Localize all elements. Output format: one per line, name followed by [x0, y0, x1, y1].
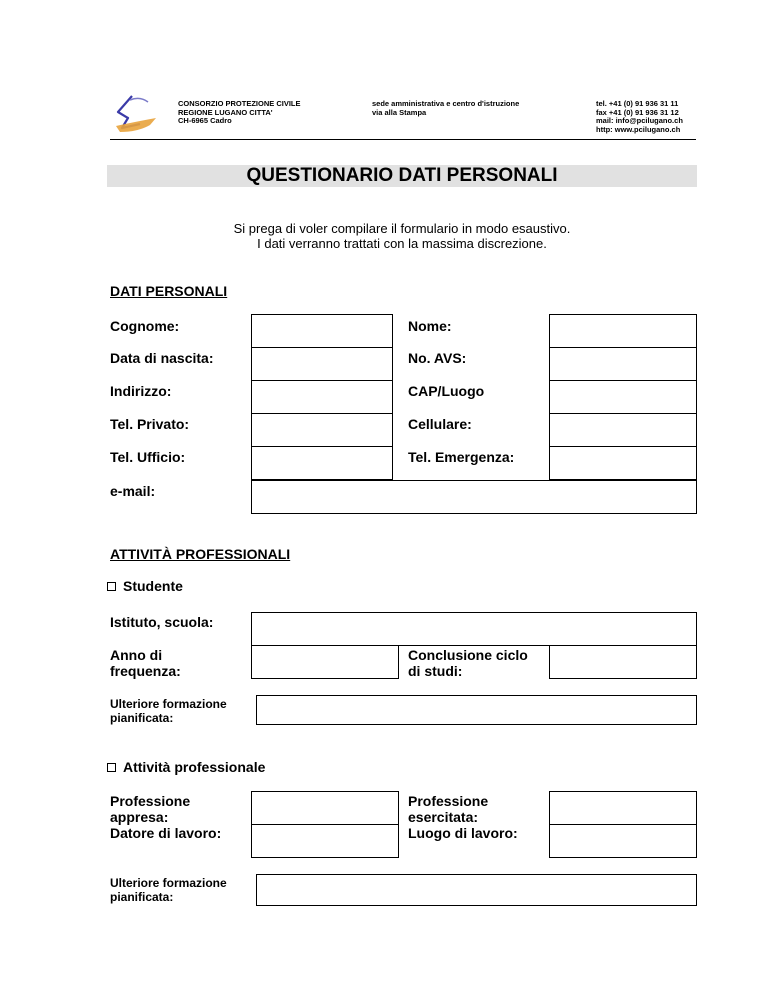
field-professione-esercitata[interactable] — [549, 791, 697, 825]
header-contact: tel. +41 (0) 91 936 31 11 fax +41 (0) 91 936 31 12 mail: info@pcilugano.ch http: www.pcilugano.ch — [596, 99, 683, 134]
label-tel-ufficio: Tel. Ufficio: — [110, 449, 186, 465]
intro-text — [107, 221, 697, 251]
label-professione-esercitata: Professione esercitata: — [408, 793, 489, 825]
label-indirizzo: Indirizzo: — [110, 383, 172, 399]
field-conclusione[interactable] — [549, 645, 697, 679]
field-professione-appresa[interactable] — [251, 791, 399, 825]
field-nome[interactable] — [549, 314, 697, 348]
field-email[interactable] — [251, 480, 697, 514]
field-tel-privato[interactable] — [251, 413, 393, 447]
label-ulteriore-formazione-2: Ulteriore formazione pianificata: — [110, 876, 227, 904]
pci-logo-icon — [110, 92, 160, 134]
label-tel-emergenza: Tel. Emergenza: — [408, 449, 515, 465]
field-avs[interactable] — [549, 347, 697, 381]
label-nome: Nome: — [408, 318, 452, 334]
field-cellulare[interactable] — [549, 413, 697, 447]
checkbox-icon[interactable] — [107, 763, 116, 772]
label-ulteriore-formazione-1: Ulteriore formazione pianificata: — [110, 697, 227, 725]
section-personal-heading: DATI PERSONALI — [110, 283, 228, 299]
header-divider — [110, 139, 696, 140]
field-anno-frequenza[interactable] — [251, 645, 399, 679]
label-avs: No. AVS: — [408, 350, 467, 366]
field-cap-luogo[interactable] — [549, 380, 697, 414]
intro-line-2: I dati verranno trattati con la massima discrezione. — [257, 236, 547, 251]
field-indirizzo[interactable] — [251, 380, 393, 414]
field-istituto[interactable] — [251, 612, 697, 646]
label-anno-frequenza: Anno di frequenza: — [110, 647, 181, 679]
field-datore[interactable] — [251, 824, 399, 858]
header-seat: sede amministrativa e centro d'istruzione via alla Stampa — [372, 99, 520, 117]
label-email: e-mail: — [110, 483, 156, 499]
label-conclusione: Conclusione ciclo di studi: — [408, 647, 528, 679]
label-data-nascita: Data di nascita: — [110, 350, 214, 366]
label-tel-privato: Tel. Privato: — [110, 416, 190, 432]
field-ulteriore-formazione-2[interactable] — [256, 874, 697, 906]
section-professional-heading: ATTIVITÀ PROFESSIONALI — [110, 546, 291, 562]
label-istituto: Istituto, scuola: — [110, 614, 214, 630]
title-bar — [107, 165, 697, 187]
label-attivita: Attività professionale — [123, 759, 266, 775]
label-studente: Studente — [123, 578, 183, 594]
intro-line-1: Si prega di voler compilare il formulario in modo esaustivo. — [233, 221, 571, 236]
label-cellulare: Cellulare: — [408, 416, 472, 432]
field-ulteriore-formazione-1[interactable] — [256, 695, 697, 725]
label-cap-luogo: CAP/Luogo — [408, 383, 485, 399]
page-title: QUESTIONARIO DATI PERSONALI — [246, 165, 558, 186]
field-tel-emergenza[interactable] — [549, 446, 697, 480]
checkbox-icon[interactable] — [107, 582, 116, 591]
label-cognome: Cognome: — [110, 318, 180, 334]
field-data-nascita[interactable] — [251, 347, 393, 381]
label-luogo-lavoro: Luogo di lavoro: — [408, 825, 518, 841]
header-org: CONSORZIO PROTEZIONE CIVILE REGIONE LUGANO CITTA' CH-6965 Cadro — [178, 99, 301, 125]
field-luogo-lavoro[interactable] — [549, 824, 697, 858]
label-datore: Datore di lavoro: — [110, 825, 222, 841]
label-professione-appresa: Professione appresa: — [110, 793, 191, 825]
field-cognome[interactable] — [251, 314, 393, 348]
field-tel-ufficio[interactable] — [251, 446, 393, 480]
